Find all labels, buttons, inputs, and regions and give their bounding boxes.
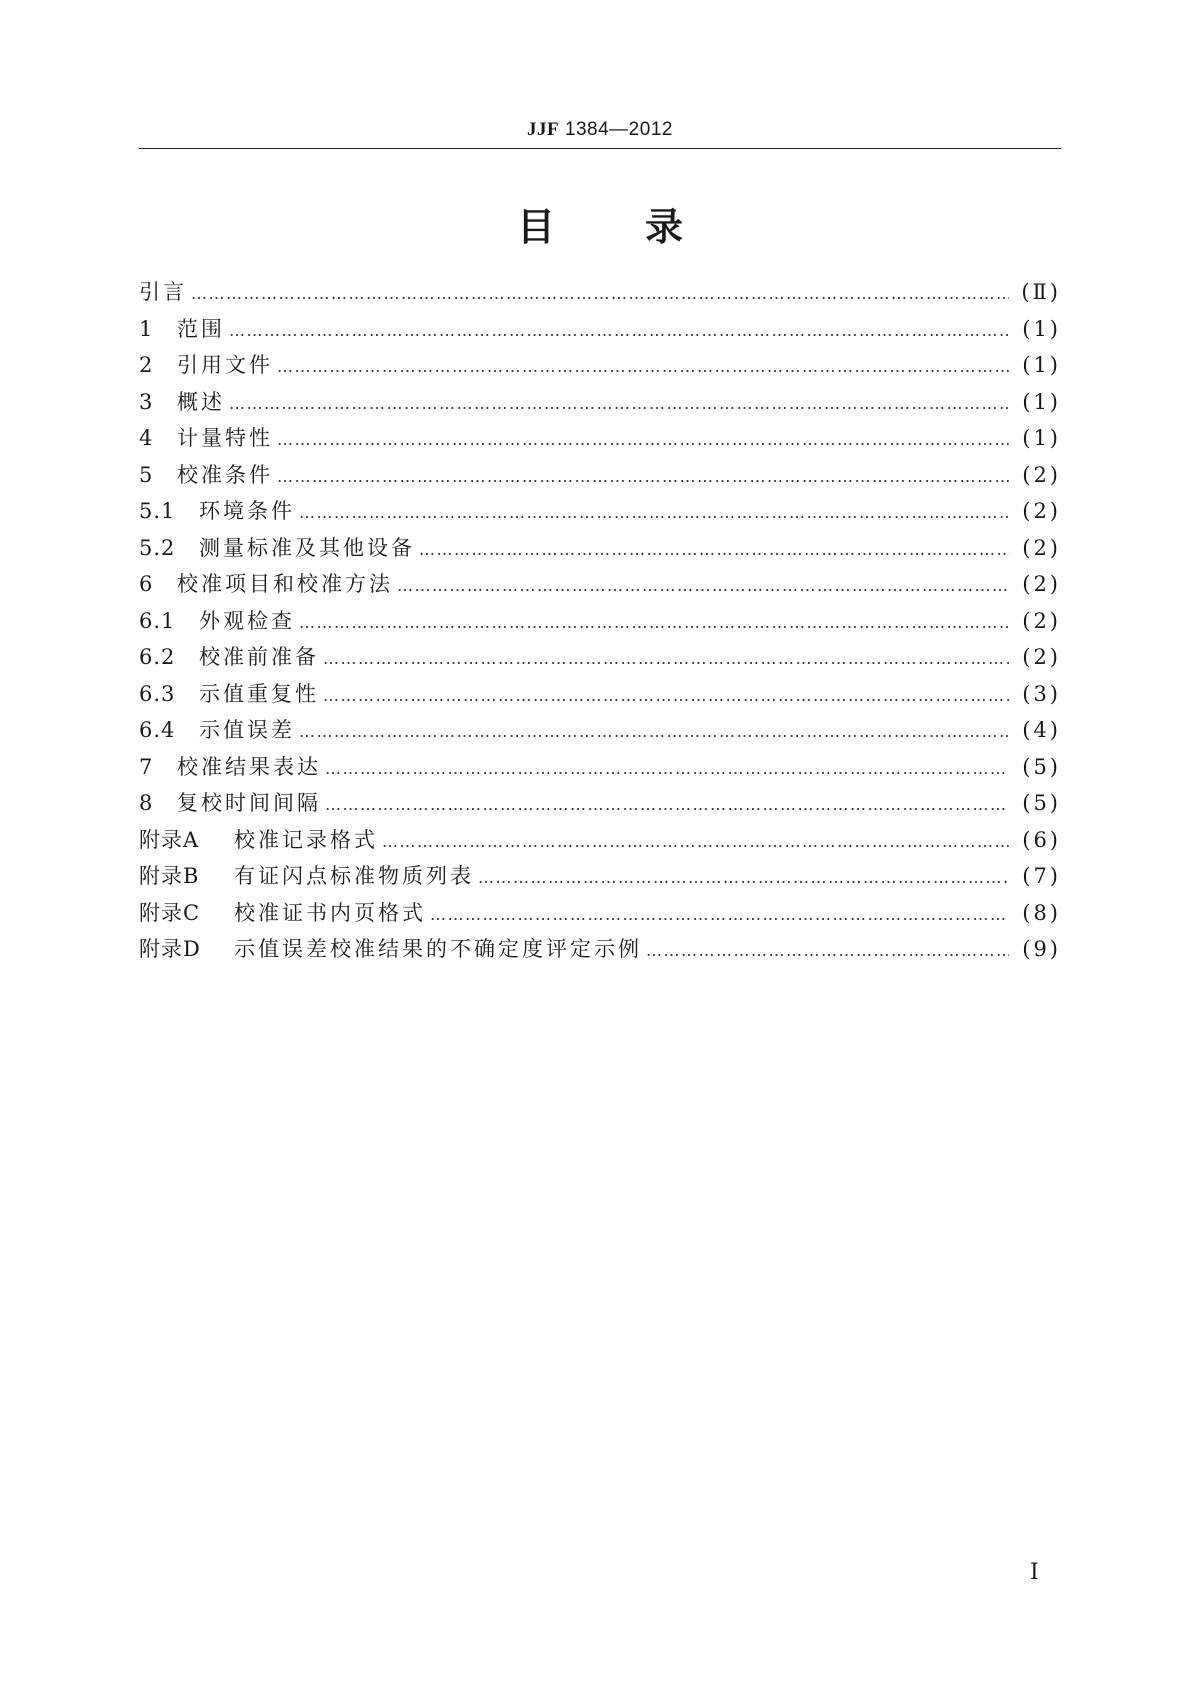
toc-leader-dots: [229, 321, 1009, 340]
page-title: 目录: [516, 205, 773, 249]
toc-entry[interactable]: [139, 897, 1061, 934]
toc-entry-number: 4: [139, 426, 154, 450]
toc-entry[interactable]: [139, 860, 1061, 897]
toc-entry[interactable]: [139, 495, 1061, 532]
toc-entry-number: 附录A: [139, 827, 200, 852]
toc-entry-page: (Ⅱ): [1021, 280, 1061, 304]
toc-entry-number: 6.4: [139, 718, 176, 742]
toc-leader-dots: [397, 576, 1009, 595]
toc-entry-label: 范围: [177, 316, 225, 341]
toc-entry-page: (1): [1022, 426, 1061, 450]
toc-entry[interactable]: [139, 787, 1061, 824]
toc-entry-label: 有证闪点标准物质列表: [234, 864, 474, 888]
toc-leader-dots: [325, 759, 1009, 778]
toc-leader-dots: [299, 722, 1009, 741]
toc-leader-dots: [277, 357, 1009, 376]
toc-entry-page: (9): [1022, 937, 1061, 961]
toc-entry[interactable]: [139, 824, 1061, 861]
page-number: Ⅰ: [1030, 1560, 1039, 1585]
toc-entry[interactable]: [139, 605, 1061, 642]
toc-leader-dots: [323, 686, 1009, 705]
toc-entry-label: 复校时间间隔: [177, 791, 321, 815]
toc-leader-dots: [323, 649, 1009, 668]
toc-entry[interactable]: [139, 678, 1061, 715]
toc-leader-dots: [299, 503, 1009, 522]
toc-entry[interactable]: [139, 313, 1061, 350]
toc-entry-page: (8): [1022, 900, 1061, 925]
toc-entry[interactable]: [139, 714, 1061, 751]
toc-leader-dots: [478, 868, 1009, 887]
toc-entry-number: 1: [139, 316, 154, 341]
toc-leader-dots: [299, 613, 1009, 632]
toc-entry-page: (7): [1022, 864, 1061, 888]
toc-entry-page: (2): [1022, 462, 1061, 487]
toc-entry-label: 示值误差校准结果的不确定度评定示例: [234, 937, 642, 961]
toc-entry-number: 附录B: [139, 864, 200, 888]
toc-entry-page: (1): [1022, 389, 1061, 414]
toc-entry-page: (2): [1022, 608, 1061, 633]
toc-entry-label: 计量特性: [177, 426, 273, 450]
toc-entry[interactable]: [139, 641, 1061, 678]
toc-entry-number: 5.1: [139, 499, 176, 523]
toc-entry-label: 校准证书内页格式: [234, 900, 426, 925]
toc-entry-number: 7: [139, 754, 154, 779]
toc-entry-label: 校准项目和校准方法: [177, 572, 393, 596]
toc-entry-label: 校准结果表达: [177, 754, 321, 779]
toc-entry-page: (1): [1022, 316, 1061, 341]
toc-entry[interactable]: [139, 276, 1061, 313]
toc-entry-label: 环境条件: [199, 499, 295, 523]
toc-entry[interactable]: [139, 532, 1061, 569]
toc-entry-page: (5): [1022, 791, 1061, 815]
toc-entry-number: 3: [139, 389, 154, 414]
toc-entry-number: 附录C: [139, 900, 201, 925]
toc-entry-label: 示值重复性: [199, 681, 319, 706]
toc-entry-number: 附录D: [139, 937, 201, 961]
toc-entry[interactable]: [139, 933, 1061, 970]
toc-entry-label: 校准记录格式: [234, 827, 378, 852]
document-code-prefix: JJF: [527, 119, 560, 140]
toc-leader-dots: [430, 905, 1009, 924]
toc-entry-number: 6.3: [139, 681, 176, 706]
document-code-header: [139, 118, 1061, 141]
toc-leader-dots: [419, 540, 1009, 559]
toc-entry-label: 引言: [139, 280, 187, 304]
toc-entry[interactable]: [139, 459, 1061, 496]
toc-entry-number: 5.2: [139, 535, 176, 560]
toc-leader-dots: [325, 795, 1009, 814]
toc-entry-number: 6.1: [139, 608, 176, 633]
toc-leader-dots: [191, 284, 1009, 303]
toc-entry[interactable]: [139, 349, 1061, 386]
header-rule: [139, 148, 1061, 149]
toc-entry[interactable]: [139, 751, 1061, 788]
toc-leader-dots: [229, 394, 1009, 413]
toc-leader-dots: [277, 430, 1009, 449]
toc-entry-page: (5): [1022, 754, 1061, 779]
toc-entry-number: 8: [139, 791, 154, 815]
toc-entry-page: (2): [1022, 499, 1061, 523]
toc-entry-number: 6.2: [139, 645, 176, 669]
toc-entry-label: 测量标准及其他设备: [199, 535, 415, 560]
toc-entry-label: 校准前准备: [199, 645, 319, 669]
toc-leader-dots: [646, 941, 1009, 960]
toc-entry-page: (4): [1022, 718, 1061, 742]
toc-entry-page: (2): [1022, 535, 1061, 560]
toc-entry-label: 校准条件: [177, 462, 273, 487]
toc-entry-number: 6: [139, 572, 154, 596]
toc-leader-dots: [382, 832, 1009, 851]
toc-entry-page: (2): [1022, 645, 1061, 669]
toc-leader-dots: [277, 467, 1009, 486]
document-code-number: 1384—2012: [559, 119, 673, 140]
toc-entry-number: 2: [139, 353, 154, 377]
toc-entry-page: (6): [1022, 827, 1061, 852]
toc-entry-page: (2): [1022, 572, 1061, 596]
toc-entry[interactable]: [139, 422, 1061, 459]
toc-entry-number: 5: [139, 462, 154, 487]
toc-entry-label: 外观检查: [199, 608, 295, 633]
toc-entry-label: 引用文件: [177, 353, 273, 377]
toc-entry-page: (3): [1022, 681, 1061, 706]
toc-entry-page: (1): [1022, 353, 1061, 377]
toc-entry[interactable]: [139, 568, 1061, 605]
table-of-contents: [139, 276, 1061, 970]
toc-entry-label: 示值误差: [199, 718, 295, 742]
toc-entry-label: 概述: [177, 389, 225, 414]
toc-entry[interactable]: [139, 386, 1061, 423]
